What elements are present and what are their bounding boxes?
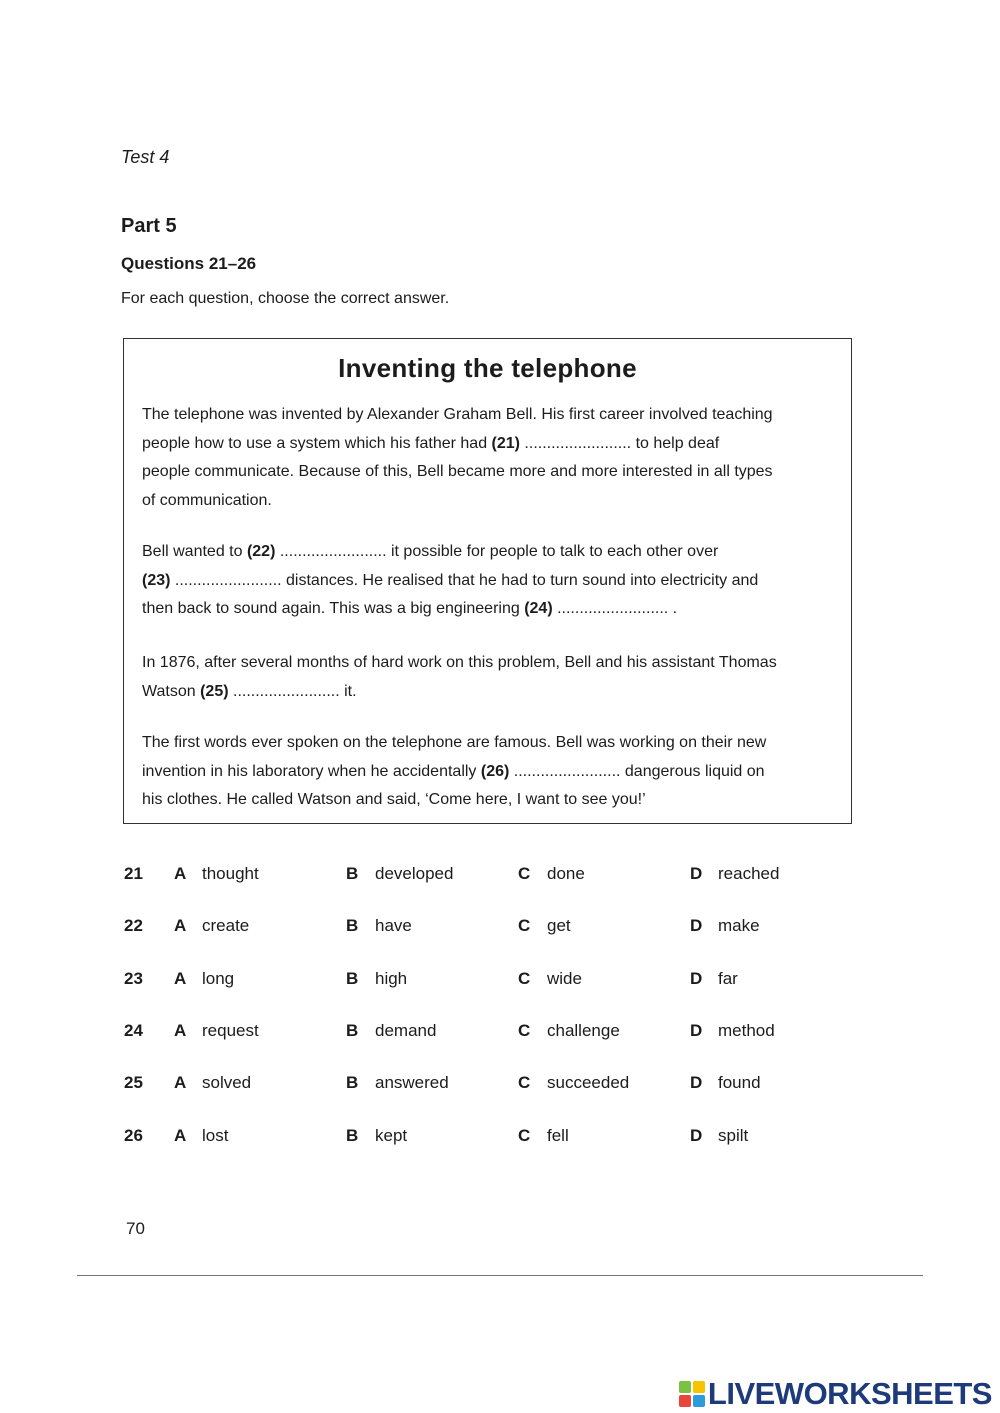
option-letter-b: B — [346, 1073, 359, 1092]
option-a[interactable]: solved — [202, 1073, 252, 1092]
option-letter-a: A — [174, 1021, 187, 1040]
question-row-23 — [124, 969, 844, 995]
question-number: 21 — [124, 864, 143, 883]
option-letter-b: B — [346, 969, 359, 988]
passage-line: people communicate. Because of this, Bell became more and more interested in all types — [142, 463, 773, 480]
gap-22-label: (22) — [246, 543, 276, 560]
option-letter-b: B — [346, 1126, 359, 1145]
option-letter-c: C — [518, 969, 531, 988]
option-letter-a: A — [174, 916, 187, 935]
passage-paragraph-1 — [142, 401, 837, 515]
option-c[interactable]: wide — [547, 969, 582, 988]
part-title: Part 5 — [121, 215, 177, 237]
passage-line: his clothes. He called Watson and said, ‘Come here, I want to see you!’ — [142, 791, 646, 808]
option-letter-a: A — [174, 1126, 187, 1145]
passage-line: people how to use a system which his father had (21) ........................ to help deaf — [142, 434, 720, 452]
option-c[interactable]: get — [547, 916, 571, 935]
option-letter-d: D — [690, 969, 703, 988]
instruction-text: For each question, choose the correct answer. — [121, 290, 450, 307]
gap-26-label: (26) — [480, 762, 510, 780]
option-a[interactable]: request — [202, 1021, 259, 1040]
page-number: 70 — [126, 1219, 145, 1238]
option-b[interactable]: kept — [375, 1126, 408, 1145]
option-a[interactable]: thought — [202, 864, 259, 883]
option-letter-b: B — [346, 864, 359, 883]
option-letter-d: D — [690, 1073, 703, 1092]
passage-line: The first words ever spoken on the telephone are famous. Bell was working on their new — [142, 734, 767, 751]
question-row-24 — [124, 1021, 844, 1047]
option-a[interactable]: lost — [202, 1126, 229, 1145]
gap-25-label: (25) — [200, 682, 229, 700]
option-d[interactable]: found — [718, 1073, 761, 1092]
liveworksheets-logo-icon — [679, 1381, 705, 1407]
gap-21-label: (21) — [491, 434, 520, 452]
passage-line: In 1876, after several months of hard work on this problem, Bell and his assistant Thomas — [142, 654, 777, 671]
option-letter-a: A — [174, 864, 187, 883]
option-d[interactable]: method — [718, 1021, 775, 1040]
option-b[interactable]: demand — [375, 1021, 437, 1040]
passage-line: Bell wanted to (22) ........................ it possible for people to talk to each other over — [142, 543, 719, 560]
option-c[interactable]: challenge — [547, 1021, 620, 1040]
option-d[interactable]: make — [718, 916, 760, 935]
option-letter-d: D — [690, 916, 703, 935]
option-b[interactable]: developed — [375, 864, 454, 883]
gap-24-label: (24) — [524, 600, 553, 617]
question-row-25 — [124, 1073, 844, 1099]
passage-paragraph-4 — [142, 729, 837, 815]
passage-box — [123, 338, 852, 824]
questions-title: Questions 21–26 — [121, 254, 257, 273]
question-row-22 — [124, 916, 844, 942]
passage-line: Watson (25) ........................ it. — [142, 682, 357, 700]
passage-paragraph-2 — [142, 538, 837, 624]
option-letter-a: A — [174, 969, 187, 988]
passage-line: of communication. — [142, 491, 272, 509]
option-d[interactable]: spilt — [718, 1126, 749, 1145]
option-letter-c: C — [518, 1126, 531, 1145]
logo-text: LIVEWORKSHEETS — [707, 1376, 992, 1411]
passage-paragraph-3 — [142, 649, 837, 706]
option-b[interactable]: answered — [375, 1073, 449, 1092]
option-b[interactable]: have — [375, 916, 412, 935]
option-a[interactable]: long — [202, 969, 235, 988]
liveworksheets-logo[interactable] — [679, 1377, 992, 1411]
option-c[interactable]: succeeded — [547, 1073, 630, 1092]
option-letter-d: D — [690, 864, 703, 883]
gap-23-label: (23) — [142, 571, 171, 589]
option-d[interactable]: far — [718, 969, 738, 988]
option-letter-c: C — [518, 864, 531, 883]
option-b[interactable]: high — [375, 969, 408, 988]
test-label: Test 4 — [121, 147, 170, 167]
question-row-26 — [124, 1126, 844, 1152]
option-d[interactable]: reached — [718, 864, 780, 883]
question-number: 26 — [124, 1126, 143, 1145]
option-letter-b: B — [346, 1021, 359, 1040]
question-number: 22 — [124, 916, 143, 935]
option-letter-c: C — [518, 1073, 531, 1092]
option-letter-d: D — [690, 1021, 703, 1040]
question-row-21 — [124, 864, 844, 890]
option-letter-c: C — [518, 1021, 531, 1040]
option-c[interactable]: fell — [547, 1126, 569, 1145]
passage-title: Inventing the telephone — [338, 353, 637, 383]
passage-line: then back to sound again. This was a big engineering (24) ......................... . — [142, 600, 678, 617]
question-number: 24 — [124, 1021, 143, 1040]
passage-line: The telephone was invented by Alexander Graham Bell. His first career involved teaching — [142, 406, 773, 423]
option-letter-b: B — [346, 916, 359, 935]
passage-line: (23) ........................ distances. He realised that he had to turn sound into electricity and — [142, 571, 759, 589]
passage-line: invention in his laboratory when he accidentally (26) ........................ dangerous liquid on — [142, 762, 765, 780]
option-c[interactable]: done — [547, 864, 585, 883]
option-letter-d: D — [690, 1126, 703, 1145]
option-letter-c: C — [518, 916, 531, 935]
question-number: 25 — [124, 1073, 143, 1092]
option-letter-a: A — [174, 1073, 187, 1092]
footer-divider — [77, 1275, 923, 1276]
option-a[interactable]: create — [202, 916, 250, 935]
question-number: 23 — [124, 969, 143, 988]
